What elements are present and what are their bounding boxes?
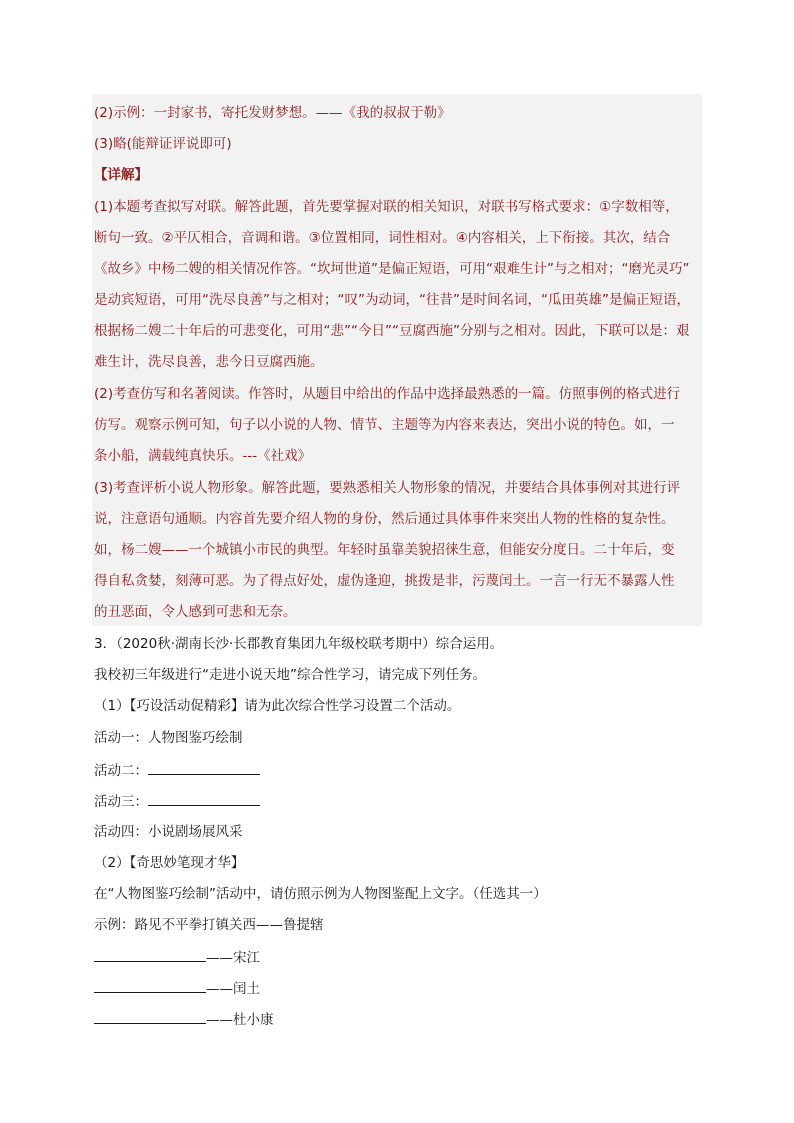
detail-1-line: 是动宾短语，可用“洗尽良善”与之相对；“叹”为动词，“往昔”是时间名词，“瓜田英雄”是偏正短语， <box>94 292 690 308</box>
fill-label-1: ——宋江 <box>206 950 260 966</box>
question-3-part-2: （2）【奇思妙笔现才华】 <box>94 855 245 871</box>
detail-3-line: 得自私贪婪，刻薄可恶。为了得点好处，虚伪逢迎，挑拨是非，污蔑闰土。一言一行无不暴露人性 <box>94 573 675 589</box>
detail-1-line: (1)本题考查拟写对联。解答此题，首先要掌握对联的相关知识，对联书写格式要求：①字数相等， <box>94 199 679 215</box>
detail-1-line: 根据杨二嫂二十年后的可悲变化，可用“悲”“今日”“豆腐西施”分别与之相对。因此，下联可以是：艰 <box>94 323 690 339</box>
activity-2-label: 活动二： <box>94 763 148 779</box>
detail-2-line: 条小船，满载纯真快乐。---《社戏》 <box>94 448 312 464</box>
detail-3-line: 说，注意语句通顺。内容首先要介绍人物的身份，然后通过具体事件来突出人物的性格的复杂性。 <box>94 511 675 527</box>
detail-3-line: 的丑恶面，令人感到可悲和无奈。 <box>94 604 297 620</box>
question-3-intro: 我校初三年级进行“走进小说天地”综合性学习，请完成下列任务。 <box>94 667 486 683</box>
activity-1: 活动一：人物图鉴巧绘制 <box>94 730 243 746</box>
detail-1-line: 难生计，洗尽良善，悲今日豆腐西施。 <box>94 354 324 370</box>
activity-3-blank[interactable] <box>148 791 260 806</box>
answer-item-2: (2)示例：一封家书，寄托发财梦想。——《我的叔叔于勒》 <box>94 105 451 121</box>
activity-3-label: 活动三： <box>94 794 148 810</box>
activity-2-blank[interactable] <box>148 760 260 775</box>
fill-blank-2[interactable] <box>94 978 206 993</box>
detail-3-line: (3)考查评析小说人物形象。解答此题，要熟悉相关人物形象的情况，并要结合具体事例对其进行评 <box>94 480 681 496</box>
fill-blank-1[interactable] <box>94 947 206 962</box>
detail-heading: 【详解】 <box>94 167 148 183</box>
fill-blank-3[interactable] <box>94 1009 206 1024</box>
detail-3-line: 如，杨二嫂——一个城镇小市民的典型。年轻时虽靠美貌招徕生意，但能安分度日。二十年后，变 <box>94 542 675 558</box>
fill-row-2 <box>94 978 260 999</box>
fill-label-3: ——杜小康 <box>206 1012 274 1028</box>
activity-3-row <box>94 791 260 812</box>
detail-2-line: (2)考查仿写和名著阅读。作答时，从题目中给出的作品中选择最熟悉的一篇。仿照事例的格式进行 <box>94 386 681 402</box>
detail-1-line: 《故乡》中杨二嫂的相关情况作答。“坎坷世道”是偏正短语，可用“艰难生计”与之相对；“磨光灵巧” <box>94 261 690 277</box>
detail-2-line: 仿写。观察示例可知，句子以小说的人物、情节、主题等为内容来表达，突出小说的特色。如，一 <box>94 417 675 433</box>
activity-2-row <box>94 760 260 781</box>
detail-1-line: 断句一致。②平仄相合，音调和谐。③位置相同，词性相对。④内容相关，上下衔接。其次，结合 <box>94 230 671 246</box>
example-line: 示例：路见不平拳打镇关西——鲁提辖 <box>94 917 324 933</box>
fill-row-3 <box>94 1009 274 1030</box>
answer-item-3: (3)略(能辩证评说即可) <box>94 136 232 152</box>
fill-row-1 <box>94 947 260 968</box>
fill-label-2: ——闰土 <box>206 981 260 997</box>
activity-4: 活动四：小说剧场展风采 <box>94 824 243 840</box>
question-3-part-1: （1）【巧设活动促精彩】请为此次综合性学习设置二个活动。 <box>94 698 461 714</box>
question-3-part-2-intro: 在“人物图鉴巧绘制”活动中，请仿照示例为人物图鉴配上文字。（任选其一） <box>94 886 547 902</box>
question-3-title: 3．（2020秋·湖南长沙·长郡教育集团九年级校联考期中）综合运用。 <box>94 636 504 652</box>
